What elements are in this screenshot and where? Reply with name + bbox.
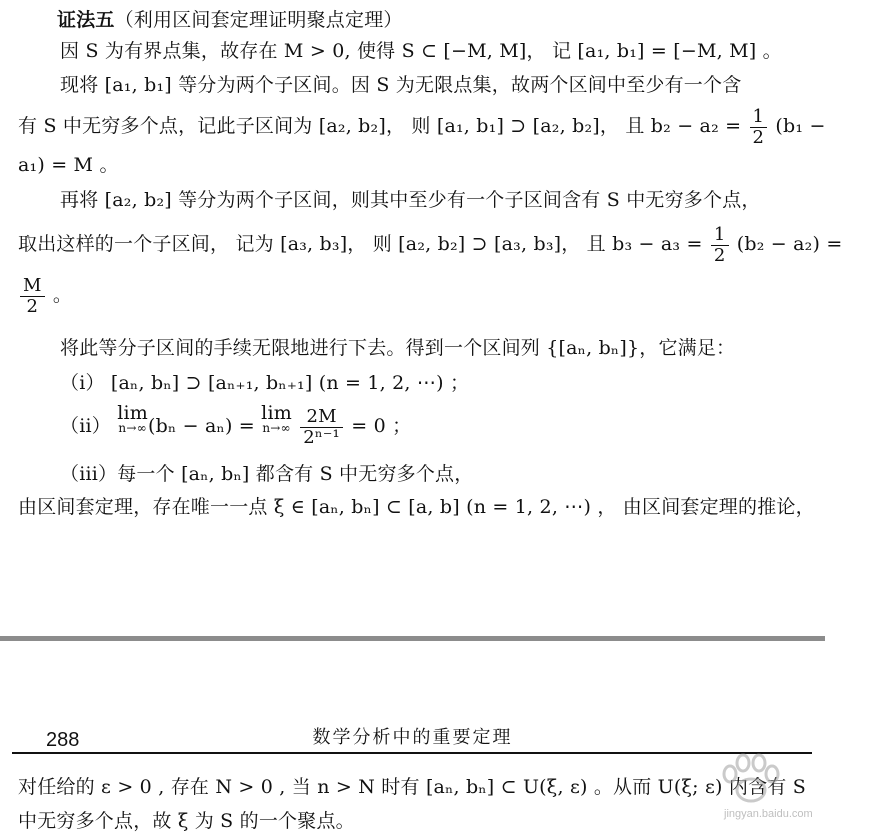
limit-operator-2 — [261, 404, 292, 434]
condition-i: （i） [aₙ, bₙ] ⊃ [aₙ₊₁, bₙ₊₁] (n = 1, 2, ⋯) ； — [60, 372, 470, 394]
fraction-denominator: 2 — [752, 126, 765, 148]
page-number: 288 — [46, 729, 80, 751]
text-line-7-pre: 取出这样的一个子区间， 记为 [a₃, b₃]， 则 [a₂, b₂] ⊃ [a₃, b₃]， 且 b₃ − a₃ = — [18, 233, 703, 255]
condition-ii-post: = 0 ； — [351, 415, 412, 437]
fraction-numerator: 1 — [750, 107, 768, 128]
text-line-4-pre: 有 S 中无穷多个点，记此子区间为 [a₂, b₂]， 则 [a₁, b₁] ⊃ [a₂, b₂]， 且 b₂ − a₂ = — [18, 115, 742, 137]
text-line-13: 由区间套定理，存在唯一一点 ξ ∈ [aₙ, bₙ] ⊂ [a, b] (n = 1, 2, ⋯) ， 由区间套定理的推论， — [18, 496, 815, 518]
fraction-one-half — [750, 107, 768, 148]
limit-subscript: n→∞ — [262, 421, 291, 435]
watermark-text: jingyan.baidu.com — [724, 808, 813, 820]
condition-ii-label: （ii） — [60, 415, 111, 437]
text-line-8-post: 。 — [52, 284, 73, 306]
fraction-numerator: M — [20, 276, 45, 297]
watermark — [700, 752, 813, 832]
proof-heading — [57, 8, 882, 32]
lower-text-line-1: 对任给的 ε > 0 , 存在 N > 0 , 当 n > N 时有 [aₙ, bₙ] ⊂ U(ξ, ε) 。从而 U(ξ; ε) 内含有 S — [18, 776, 806, 798]
text-line-6: 再将 [a₂, b₂] 等分为两个子区间，则其中至少有一个子区间含有 S 中无穷多个点， — [60, 189, 761, 211]
limit-text: lim — [261, 402, 292, 424]
lower-text-line-2: 中无穷多个点，故 ξ 为 S 的一个聚点。 — [18, 810, 355, 832]
text-line-8 — [18, 270, 843, 320]
fraction-m-over-2 — [20, 276, 45, 317]
proof-heading-rest: （利用区间套定理证明聚点定理） — [114, 9, 403, 31]
limit-subscript: n→∞ — [118, 421, 147, 435]
fraction-denominator: 2ⁿ⁻¹ — [303, 426, 340, 448]
text-line-9: 将此等分子区间的手续无限地进行下去。得到一个区间列 {[aₙ, bₙ]}，它满足： — [60, 337, 736, 359]
condition-iii: （iii）每一个 [aₙ, bₙ] 都含有 S 中无穷多个点， — [60, 463, 474, 485]
text-line-7 — [18, 222, 843, 266]
paw-icon — [716, 752, 786, 808]
fraction-numerator: 2M — [300, 407, 343, 428]
running-head: 数学分析中的重要定理 — [312, 727, 513, 748]
condition-ii — [60, 404, 885, 448]
fraction-denominator: 2 — [26, 295, 39, 317]
text-line-4-post: (b₁ − — [775, 115, 826, 137]
limit-text: lim — [117, 402, 148, 424]
proof-heading-lead: 证法五 — [57, 9, 115, 31]
header-rule — [12, 752, 812, 754]
condition-ii-expr: (bₙ − aₙ) = — [148, 415, 255, 437]
fraction-denominator: 2 — [713, 244, 726, 266]
text-line-3: 现将 [a₁, b₁] 等分为两个子区间。因 S 为无限点集，故两个区间中至少有一个含 — [60, 74, 742, 96]
text-line-2: 因 S 为有界点集，故存在 M > 0, 使得 S ⊂ [−M, M]， 记 [a₁, b₁] = [−M, M] 。 — [60, 40, 782, 62]
fraction-2m-over-2n — [300, 407, 343, 448]
text-line-4 — [18, 104, 843, 148]
limit-operator — [117, 404, 148, 434]
fraction-one-half-2 — [711, 225, 729, 266]
text-line-7-post: (b₂ − a₂) = — [736, 233, 843, 255]
page-divider — [0, 636, 825, 641]
text-line-5: a₁) = M 。 — [18, 154, 119, 176]
fraction-numerator: 1 — [711, 225, 729, 246]
